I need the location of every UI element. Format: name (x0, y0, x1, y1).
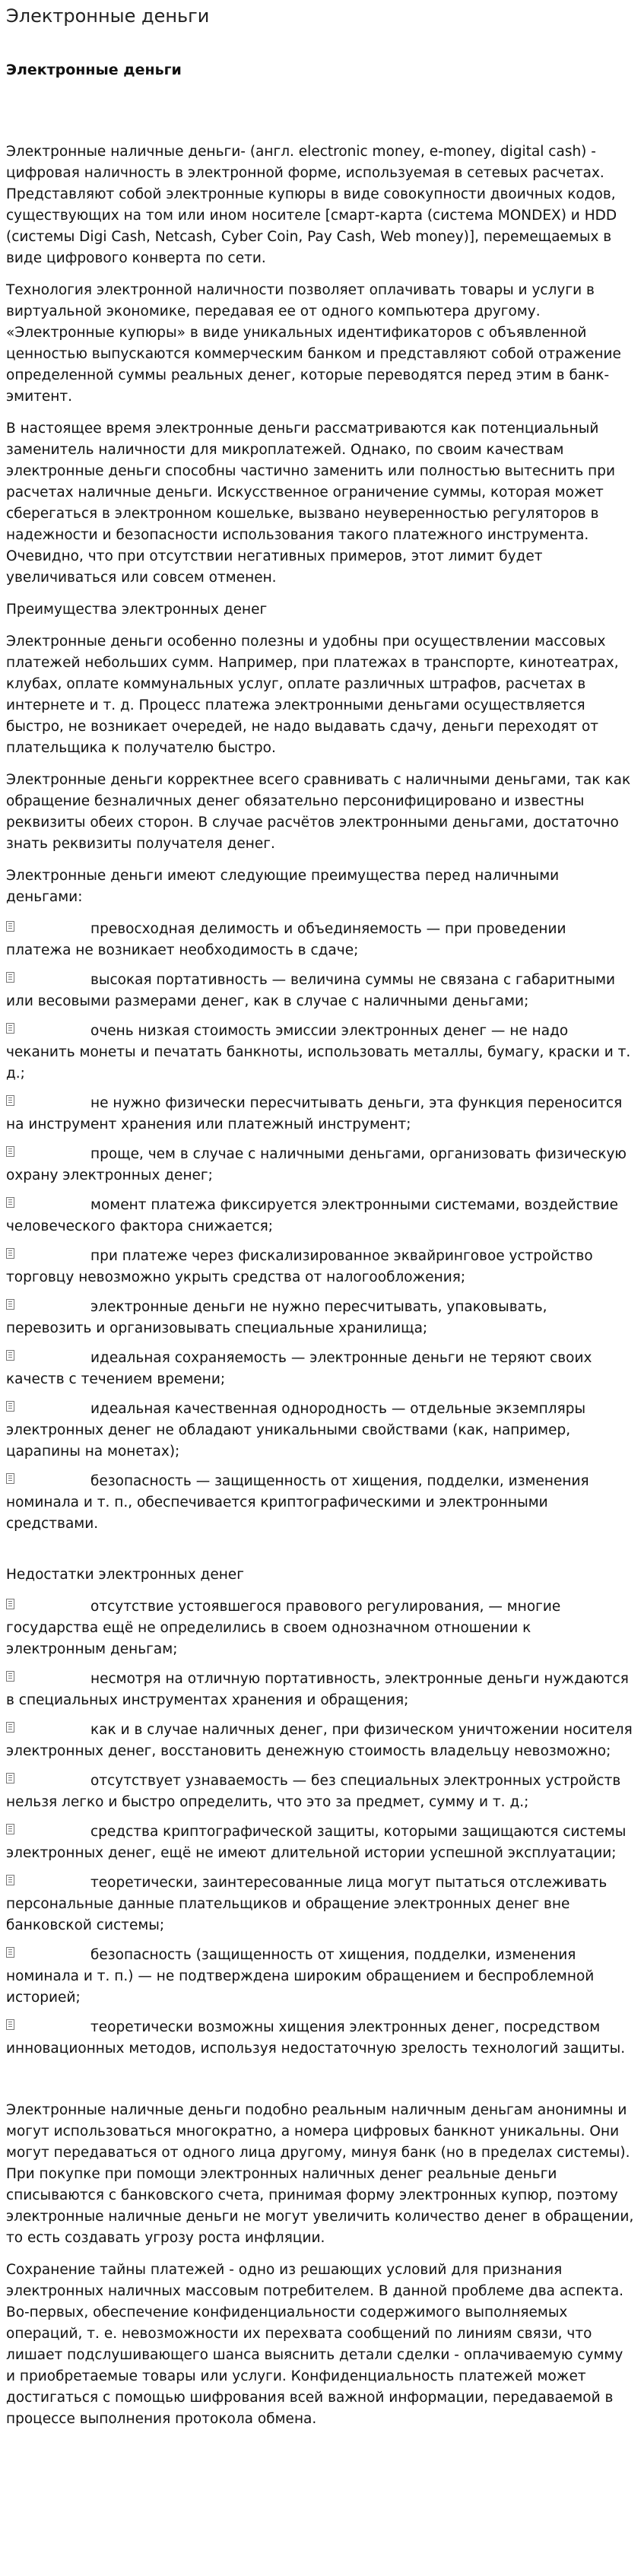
advantages-heading: Преимущества электронных денег (6, 602, 268, 618)
article-title: Электронные деньги (6, 62, 182, 78)
list-item-text: безопасность — защищенность от хищения, подделки, изменения номинала и т. п., обеспечивается криптографическими и электронными средствами. (6, 1473, 589, 1532)
list-item (6, 1720, 635, 1762)
disadvantages-section (6, 1564, 635, 2060)
advantages-paragraph: Электронные деньги имеют следующие преимущества перед наличными деньгами: (6, 868, 560, 905)
broken-image-icon (6, 1401, 14, 1412)
intro-paragraph: В настоящее время электронные деньги рассматриваются как потенциальный заменитель наличности для микроплатежей. Однако, по своим качествам электронные деньги способны частично заменить или полностью вытеснить при расчетах наличные деньги. Искусственное ограничение суммы, которая может сберегаться в электронном кошельке, вызвано неуверенностью регуляторов в надежности и безопасности использования такого платежного инструмента. Очевидно, что при отсутствии негативных примеров, этот лимит будет увеличиваться или совсем отменен. (6, 421, 616, 586)
list-item (6, 1093, 635, 1136)
list-item (6, 1596, 635, 1660)
broken-image-icon (6, 921, 14, 932)
list-item (6, 1246, 635, 1288)
broken-image-icon (6, 1773, 14, 1784)
advantages-paragraph: Электронные деньги корректнее всего сравнивать с наличными деньгами, так как обращение безналичных денег обязательно персонифицировано и известны реквизиты обеих сторон. В случае расчётов электронными деньгами, достаточно знать реквизиты получателя денег. (6, 772, 631, 852)
broken-image-icon (6, 1248, 14, 1259)
list-item (6, 1945, 635, 2009)
disadvantages-heading: Недостатки электронных денег (6, 1567, 244, 1583)
broken-image-icon (6, 1671, 14, 1682)
list-item-text: теоретически возможны хищения электронных денег, посредством инновационных методов, используя недостаточную зрелость технологий защиты. (6, 2019, 626, 2057)
disadvantages-list (6, 1596, 635, 2060)
list-item-text: момент платежа фиксируется электронными системами, воздействие человеческого фактора снижается; (6, 1197, 619, 1234)
list-item (6, 1872, 635, 1936)
list-item-text: идеальная качественная однородность — отдельные экземпляры электронных денег не обладают уникальными свойствами (как, например, царапины на монетах); (6, 1401, 586, 1460)
list-item-text: очень низкая стоимость эмиссии электронных денег — не надо чеканить монеты и печатать банкноты, использовать металлы, бумагу, краски и т. д.; (6, 1023, 631, 1082)
list-item (6, 1399, 635, 1463)
list-item-text: отсутствует узнаваемость — без специальных электронных устройств нельзя легко и быстро определить, что это за предмет, сумму и т. д.; (6, 1773, 621, 1810)
list-item-text: высокая портативность — величина суммы не связана с габаритными или весовыми размерами денег, как в случае с наличными деньгами; (6, 972, 616, 1009)
list-item-text: безопасность (защищенность от хищения, подделки, изменения номинала и т. п.) — не подтверждена широким обращением и беспроблемной историей; (6, 1947, 595, 2006)
list-item-text: как и в случае наличных денег, при физическом уничтожении носителя электронных денег, восстановить денежную стоимость владельцу невозможно; (6, 1722, 633, 1759)
list-item (6, 1144, 635, 1186)
list-item-text: несмотря на отличную портативность, электронные деньги нуждаются в специальных инструментах хранения и обращения; (6, 1671, 629, 1708)
closing-paragraph: Электронные наличные деньги подобно реальным наличным деньгам анонимны и могут использоваться многократно, а номера цифровых банкнот уникальны. Они могут передаваться от одного лица другому, минуя банк (но в пределах системы). При покупке при помощи электронных наличных денег реальные деньги списываются с банковского счета, принимая форму электронных купюр, поэтому электронные наличные деньги не могут увеличить количество денег в обращении, то есть создавать угрозу роста инфляции. (6, 2102, 634, 2246)
broken-image-icon (6, 1299, 14, 1310)
broken-image-icon (6, 1947, 14, 1958)
broken-image-icon (6, 1599, 14, 1609)
list-item (6, 1822, 635, 1864)
list-item (6, 970, 635, 1012)
broken-image-icon (6, 972, 14, 983)
list-item (6, 2017, 635, 2060)
list-item (6, 1195, 635, 1237)
list-item-text: проще, чем в случае с наличными деньгами, организовать физическую охрану электронных денег; (6, 1146, 627, 1183)
list-item-text: теоретически, заинтересованные лица могут пытаться отслеживать персональные данные плательщиков и обращение электронных денег вне банковской системы; (6, 1875, 608, 1933)
broken-image-icon (6, 1722, 14, 1733)
closing-paragraph: Сохранение тайны платежей - одно из решающих условий для признания электронных наличных массовым потребителем. В данной проблеме два аспекта. Во-первых, обеспечение конфиденциальности содержимого выполняемых операций, т. е. невозможности их перехвата сообщений по линиям связи, что лишает подслушивающего шанса выяснить детали сделки - оплачиваемую сумму и приобретаемые товары или услуги. Конфиденциальность платежей может достигаться с помощью шифрования всей важной информации, передаваемой в процессе выполнения протокола обмена. (6, 2262, 624, 2427)
broken-image-icon (6, 1146, 14, 1157)
broken-image-icon (6, 1875, 14, 1885)
advantages-section (6, 599, 635, 1535)
list-item (6, 919, 635, 961)
advantages-list (6, 919, 635, 1535)
intro-paragraph: Технология электронной наличности позволяет оплачивать товары и услуги в виртуальной экономике, передавая ее от одного компьютера другому. «Электронные купюры» в виде уникальных идентификаторов с объявленной ценностью выпускаются коммерческим банком и представляют собой отражение определенной суммы реальных денег, которые переводятся перед этим в банк-эмитент. (6, 282, 621, 405)
broken-image-icon (6, 1095, 14, 1106)
list-item (6, 1471, 635, 1535)
advantages-paragraph: Электронные деньги особенно полезны и удобны при осуществлении массовых платежей небольших сумм. Например, при платежах в транспорте, кинотеатрах, клубах, оплате коммунальных услуг, оплате различных штрафов, расчетах в интернете и т. д. Процесс платежа электронными деньгами осуществляется быстро, не возникает очередей, не надо выдавать сдачу, деньги переходят от плательщика к получателю быстро. (6, 634, 619, 756)
list-item-text: отсутствие устоявшегося правового регулирования, — многие государства ещё не определились в своем однозначном отношении к электронным деньгам; (6, 1599, 561, 1657)
list-item-text: электронные деньги не нужно пересчитывать, упаковывать, перевозить и организовывать специальные хранилища; (6, 1299, 547, 1336)
broken-image-icon (6, 1350, 14, 1361)
list-item-text: не нужно физически пересчитывать деньги, эта функция переносится на инструмент хранения или платежный инструмент; (6, 1095, 623, 1132)
broken-image-icon (6, 1473, 14, 1484)
list-item (6, 1297, 635, 1339)
intro-paragraph: Электронные наличные деньги- (англ. electronic money, e-money, digital cash) - цифровая наличность в электронной форме, используемая в сетевых расчетах. Представляют собой электронные купюры в виде совокупности двоичных кодов, существующих на том или ином носителе [смарт-карта (система MONDEX) и HDD (системы Digi Cash, Netcash, Cyber Coin, Pay Cash, Web money)], перемещаемых в виде цифрового конверта по сети. (6, 144, 617, 266)
page (0, 5, 644, 2430)
broken-image-icon (6, 2019, 14, 2030)
list-item (6, 1771, 635, 1813)
intro-section (6, 141, 635, 589)
site-title: Электронные деньги (6, 5, 210, 27)
list-item-text: превосходная делимость и объединяемость — при проведении платежа не возникает необходимость в сдаче; (6, 921, 566, 958)
list-item (6, 1021, 635, 1085)
broken-image-icon (6, 1824, 14, 1834)
closing-section (6, 2100, 635, 2430)
broken-image-icon (6, 1023, 14, 1034)
list-item-text: идеальная сохраняемость — электронные деньги не теряют своих качеств с течением времени; (6, 1350, 592, 1387)
list-item (6, 1348, 635, 1390)
broken-image-icon (6, 1197, 14, 1208)
list-item-text: средства криптографической защиты, которыми защищаются системы электронных денег, ещё не имеют длительной истории успешной эксплуатации; (6, 1824, 627, 1861)
list-item (6, 1669, 635, 1711)
list-item-text: при платеже через фискализированное эквайринговое устройство торговцу невозможно укрыть средства от налогообложения; (6, 1248, 593, 1285)
